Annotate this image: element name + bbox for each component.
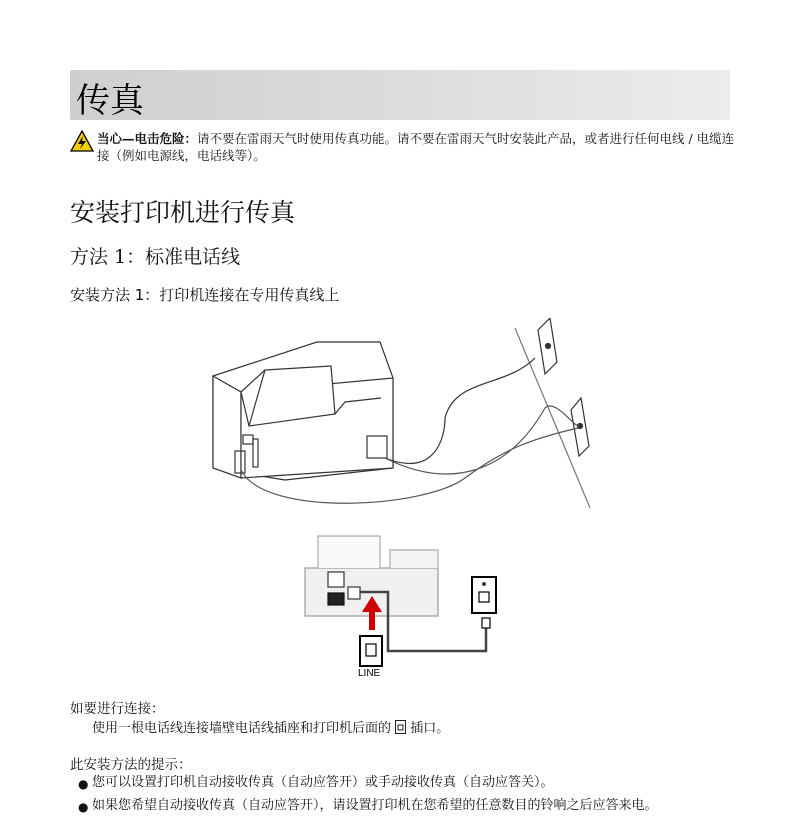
- warning-label: 当心—电击危险：: [97, 131, 198, 146]
- warning-body: 请不要在雷雨天气时使用传真功能。请不要在雷雨天气时安装此产品，或者进行任何电线 / 电缆连接（例如电源线，电话线等）。: [97, 131, 735, 163]
- line-port-icon: [395, 720, 406, 734]
- connect-text-before: 使用一根电话线连接墙壁电话线插座和打印机后面的: [92, 721, 392, 736]
- tips-heading: 此安装方法的提示：: [70, 757, 192, 773]
- line-wall-jack: [360, 636, 382, 666]
- printer-illustration: [205, 318, 600, 518]
- lightning-warning-icon: [70, 130, 94, 152]
- line-label: LINE: [358, 668, 381, 679]
- wall-jack-upper: [538, 318, 557, 374]
- bullet-dot: ●: [78, 777, 89, 791]
- connection-diagram: [300, 530, 510, 680]
- section-title: 安装打印机进行传真: [70, 198, 296, 227]
- title-banner: [70, 70, 730, 120]
- bullet-dot: ●: [78, 800, 89, 814]
- warning-text: [97, 130, 737, 164]
- connect-heading: 如要进行连接：: [70, 701, 165, 717]
- tip-item: 您可以设置打印机自动接收传真（自动应答开）或手动接收传真（自动应答关）。: [92, 775, 554, 790]
- wall-jack-right: [472, 577, 496, 628]
- setup-title: 安装方法 1：打印机连接在专用传真线上: [70, 286, 340, 304]
- connect-text-after: 插口。: [410, 721, 450, 736]
- page-title: 传真: [76, 81, 144, 121]
- wall-jack-lower: [571, 398, 589, 456]
- method-title: 方法 1：标准电话线: [70, 246, 241, 268]
- tip-item: 如果您希望自动接收传真（自动应答开），请设置打印机在您希望的任意数目的铃响之后应答来电。: [92, 798, 658, 813]
- connect-instruction: [92, 719, 449, 739]
